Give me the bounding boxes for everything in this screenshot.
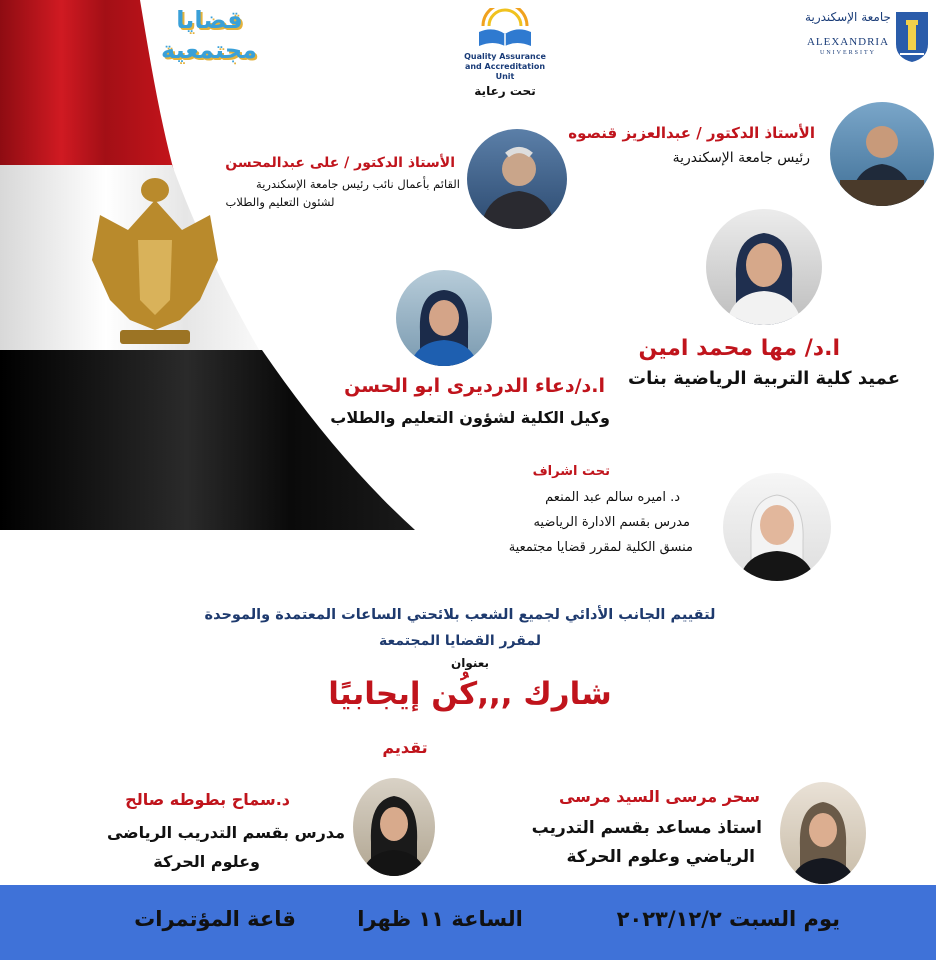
vice-president-name: الأستاذ الدكتور / على عبدالمحسن (225, 155, 455, 171)
vice-president-photo (467, 129, 567, 229)
lighthouse-shield-icon (894, 10, 930, 64)
footer-date: يوم السبت ٢٠٢٣/١٢/٢ (616, 907, 840, 931)
presenter-1-name: سحر مرسى السيد مرسى (558, 787, 760, 806)
qadaya-logo (162, 5, 257, 77)
footer-venue: قاعة المؤتمرات (134, 907, 296, 931)
presenter-2-line2: مدرس بقسم التدريب الرياضى (106, 823, 345, 842)
presenter-1-photo (780, 782, 866, 884)
open-book-icon (475, 8, 535, 48)
event-title: شارك ,,,كُن إيجابيًا (328, 676, 612, 712)
dean-photo (706, 209, 822, 325)
presenter-2-line3: وعلوم الحركة (153, 852, 260, 871)
qa-unit-logo (455, 8, 555, 81)
footer-bar (0, 885, 936, 960)
vice-dean-name: ا.د/دعاء الدرديرى ابو الحسن (344, 375, 605, 397)
supervisor-photo (723, 473, 831, 581)
vice-dean-title: وكيل الكلية لشؤون التعليم والطلاب (330, 408, 610, 427)
footer-time: الساعة ١١ ظهرا (357, 907, 523, 931)
president-photo (830, 102, 934, 206)
event-description-line1: لتقييم الجانب الأدائي لجميع الشعب بلائحتي الساعات المعتمدة والموحدة (204, 607, 716, 623)
supervision-line2: مدرس بقسم الادارة الرياضيه (533, 515, 690, 530)
presented-by-label: تقديم (382, 738, 428, 757)
qadaya-logo-text: قضايا مجتمعية (161, 6, 257, 64)
presenter-1-line2: استاذ مساعد بقسم التدريب (531, 818, 762, 838)
presenter-1-line3: الرياضي وعلوم الحركة (566, 847, 755, 867)
event-description-line2: لمقرر القضايا المجتمعة (379, 633, 541, 649)
alex-logo-english: ALEXANDRIA (806, 36, 890, 48)
president-title: رئيس جامعة الإسكندرية (672, 150, 810, 166)
dean-title: عميد كلية التربية الرياضية بنات (627, 368, 900, 389)
qa-unit-text: Quality Assurance and Accreditation Unit (464, 52, 546, 81)
supervision-label: تحت اشراف (532, 464, 610, 479)
vice-dean-photo (396, 270, 492, 366)
egypt-flag-image (0, 0, 420, 540)
dean-name: ا.د/ مها محمد امين (638, 336, 840, 361)
alex-logo-arabic: جامعة الإسكندرية (805, 10, 891, 24)
president-name: الأستاذ الدكتور / عبدالعزيز قنصوه (568, 124, 815, 142)
titled-label: بعنوان (450, 656, 490, 670)
vice-president-title-line1: القائم بأعمال نائب رئيس جامعة الإسكندرية (256, 177, 460, 191)
vice-president-title-line2: لشئون التعليم والطلاب (225, 195, 335, 209)
supervision-name: د. اميره سالم عبد المنعم (545, 490, 680, 505)
alex-logo-sub: UNIVERSITY (820, 50, 876, 56)
presenter-2-name: د.سماح بطوطه صالح (125, 790, 290, 809)
supervision-line3: منسق الكلية لمقرر قضايا مجتمعية (508, 540, 693, 555)
patronage-label: تحت رعاية (474, 84, 536, 98)
alexandria-university-logo (800, 8, 932, 68)
presenter-2-photo (353, 778, 435, 876)
